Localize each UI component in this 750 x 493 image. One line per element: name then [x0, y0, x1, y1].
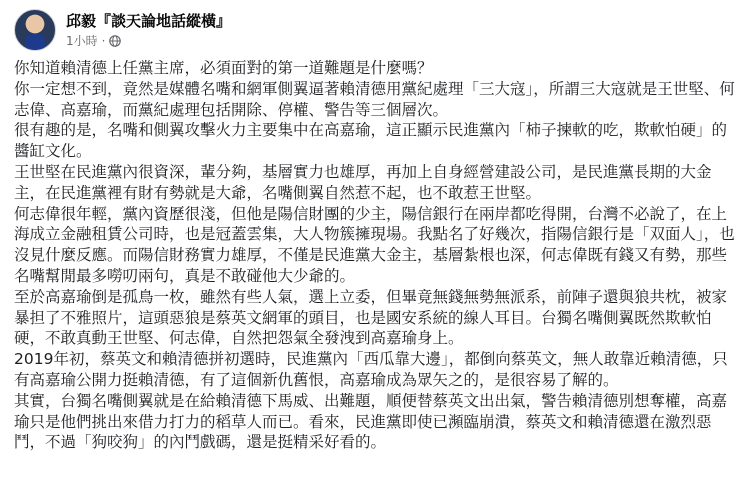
paragraph: 王世堅在民進黨內很資深，輩分夠，基層實力也雄厚，再加上自身經營建設公司，是民進黨長期的大金主，在民進黨裡有財有勢就是大爺，名嘴側翼自然惹不起，也不敢惹王世堅。: [14, 162, 712, 202]
post-meta: [66, 11, 231, 49]
post-time[interactable]: 1小時: [66, 34, 98, 48]
paragraph: 2019年初，蔡英文和賴清德拼初選時，民進黨內「西瓜靠大邊」，都倒向蔡英文，無人敢靠近賴清德，只有高嘉瑜公開力挺賴清德，有了這個新仇舊恨，高嘉瑜成為眾矢之的，是很容易了解的。: [14, 350, 728, 389]
post-subline: [66, 33, 231, 49]
post-header: [14, 6, 231, 54]
separator-dot: ·: [101, 34, 106, 48]
paragraph: 其實，台獨名嘴側翼就是在給賴清德下馬威、出難題，順便替蔡英文出出氣，警告賴清德別想奪權，高嘉瑜只是他們挑出來借力打力的稻草人而已。看來，民進黨即使已瀕臨崩潰，蔡英文和賴清德還在激烈惡鬥，不過「狗咬狗」的內鬥戲碼，還是挺精采好看的。: [14, 391, 728, 452]
paragraph: 至於高嘉瑜倒是孤鳥一枚，雖然有些人氣，選上立委，但畢竟無錢無勢無派系，前陣子還與狼共枕，被家暴担了不雅照片，這頭惡狼是蔡英文網軍的頭目，也是國安系統的線人耳目。台獨名嘴側翼既然欺軟怕硬，不敢真動王世堅、何志偉，自然把怨氣全發洩到高嘉瑜身上。: [14, 287, 728, 348]
post-body: [14, 58, 740, 453]
paragraph: 你一定想不到，竟然是媒體名嘴和網軍側翼逼著賴清德用黨紀處理「三大寇」，所謂三大寇就是王世堅、何志偉、高嘉瑜，而黨紀處理包括開除、停權、警告等三個層次。: [14, 79, 735, 119]
author-avatar[interactable]: [14, 9, 56, 51]
paragraph: 何志偉很年輕，黨內資歷很淺，但他是陽信財團的少主，陽信銀行在兩岸都吃得開，台灣不必說了，在上海成立金融租賃公司時，也是冠蓋雲集，大人物簇擁現場。我點名了好幾次，指陽信銀行是「双面人」，也沒見什麼反應。而陽信財務實力雄厚，不僅是民進黨大金主，基層紮根也深，何志偉既有錢又有勢，那些名嘴幫閒最多嘮叨兩句，真是不敢碰他大少爺的。: [14, 204, 735, 285]
paragraph: 你知道賴清德上任黨主席，必須面對的第一道難題是什麼嗎？: [14, 59, 433, 77]
globe-icon[interactable]: [109, 35, 121, 47]
paragraph: 很有趣的是，名嘴和側翼攻擊火力主要集中在高嘉瑜，這正顯示民進黨內「柿子揀軟的吃，欺軟怕硬」的醬缸文化。: [14, 121, 728, 161]
author-name[interactable]: 邱毅『談天論地話縱橫』: [66, 12, 232, 30]
